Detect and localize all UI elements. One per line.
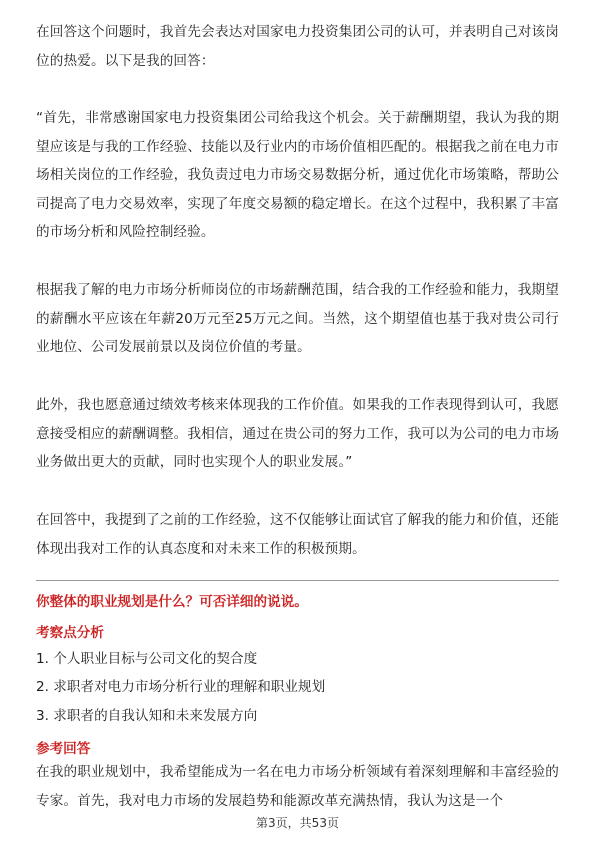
analysis-item: 2. 求职者对电力市场分析行业的理解和职业规划 bbox=[36, 679, 326, 695]
summary-paragraph: 在回答中，我提到了之前的工作经验，这不仅能够让面试官了解我的能力和价值，还能体现出我对工作的认真态度和对未来工作的积极预期。 bbox=[36, 512, 559, 557]
answer-paragraph: 此外，我也愿意通过绩效考核来体现我的工作价值。如果我的工作表现得到认可，我愿意接受相应的薪酬调整。我相信，通过在贵公司的努力工作，我可以为公司的电力市场业务做出更大的贡献，同时也实现个人的职业发展。” bbox=[36, 397, 559, 470]
analysis-item: 3. 求职者的自我认知和未来发展方向 bbox=[36, 708, 258, 724]
reference-answer-text: 在我的职业规划中，我希望能成为一名在电力市场分析领域有着深刻理解和丰富经验的专家。首先，我对电力市场的发展趋势和能源改革充满热情，我认为这是一个 bbox=[36, 764, 559, 809]
page-number: 第3页，共53页 bbox=[256, 816, 339, 830]
answer-heading: 参考回答 bbox=[36, 741, 91, 757]
section-divider bbox=[36, 580, 559, 581]
question-title: 你整体的职业规划是什么？可否详细的说说。 bbox=[36, 594, 308, 610]
analysis-item: 1. 个人职业目标与公司文化的契合度 bbox=[36, 651, 258, 667]
answer-paragraph: 根据我了解的电力市场分析师岗位的市场薪酬范围，结合我的工作经验和能力，我期望的薪酬水平应该在年薪20万元至25万元之间。当然，这个期望值也基于我对贵公司行业地位、公司发展前景以及岗位价值的考量。 bbox=[36, 282, 559, 355]
analysis-heading: 考察点分析 bbox=[36, 625, 104, 641]
answer-paragraph: “首先，非常感谢国家电力投资集团公司给我这个机会。关于薪酬期望，我认为我的期望应该是与我的工作经验、技能以及行业内的市场价值相匹配的。根据我之前在电力市场相关岗位的工作经验，我负责过电力市场交易数据分析，通过优化市场策略，帮助公司提高了电力交易效率，实现了年度交易额的稳定增长。在这个过程中，我积累了丰富的市场分析和风险控制经验。 bbox=[36, 110, 559, 240]
intro-paragraph: 在回答这个问题时，我首先会表达对国家电力投资集团公司的认可，并表明自己对该岗位的热爱。以下是我的回答： bbox=[36, 24, 559, 69]
